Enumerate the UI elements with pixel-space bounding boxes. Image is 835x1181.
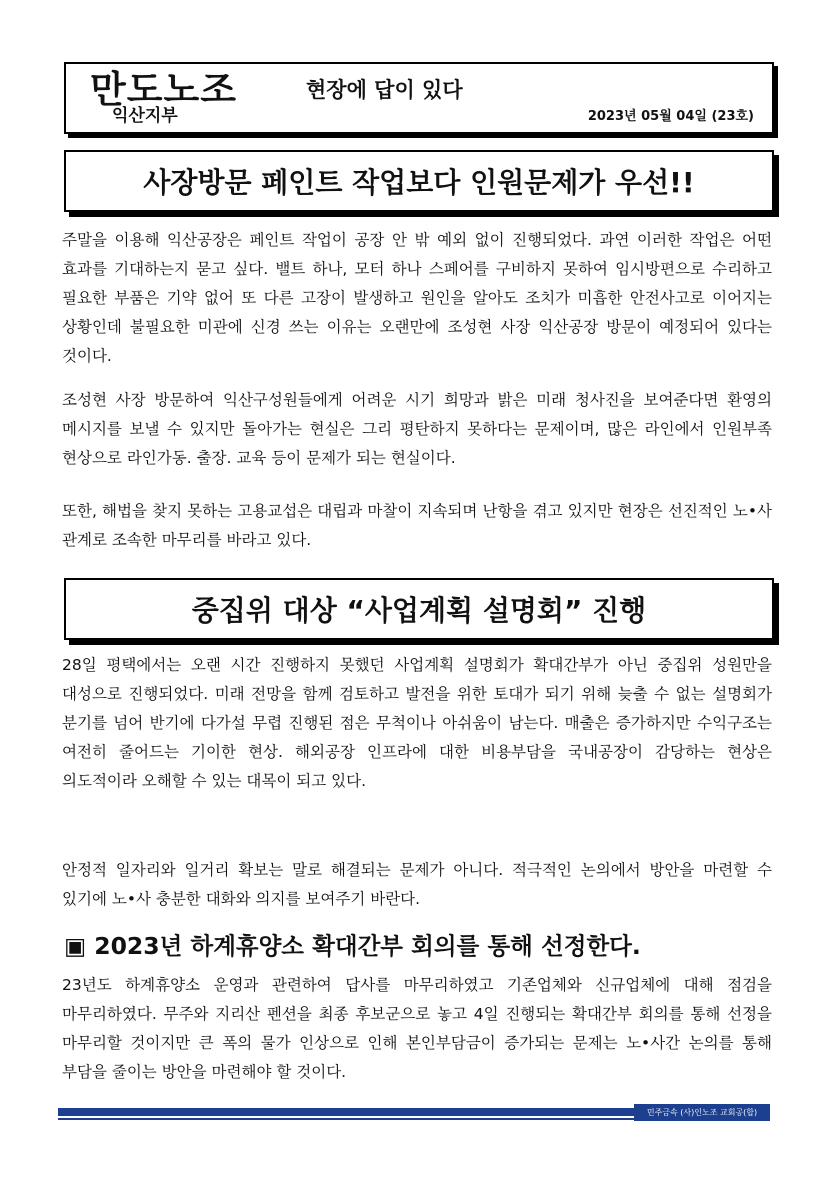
slogan: 현장에 답이 있다 xyxy=(306,78,463,102)
article1-paragraph-1: 주말을 이용해 익산공장은 페인트 작업이 공장 안 밖 예외 없이 진행되었다. 과연 이러한 작업은 어떤 효과를 기대하는지 묻고 싶다. 밸트 하나, 모터 하나 스페어를 구비하지 못하여 임시방편으로 수리하고 필요한 부품은 기약 없어 또 다른 고장이 발생하고 원인을 알아도 조치가 미흡한 안전사고로 이어지는 상황인데 불필요한 미관에 신경 쓰는 이유는 오랜만에 조성현 사장 익산공장 방문이 예정되어 있다는 것이다. xyxy=(62,231,772,365)
article3-paragraph: 23년도 하계휴양소 운영과 관련하여 답사를 마무리하였고 기존업체와 신규업체에 대해 점검을 마무리하였다. 무주와 지리산 펜션을 최종 후보군으로 놓고 4일 진행되는 확대간부 회의를 통해 선정을 마무리할 것이지만 큰 폭의 물가 인상으로 인해 본인부담금이 증가되는 문제는 노•사간 논의를 통해 부담을 줄이는 방안을 마련해야 할 것이다. xyxy=(62,976,772,1081)
branch-name: 익산지부 xyxy=(112,106,178,126)
headline-2: 중집위 대상 “사업계획 설명회” 진행 xyxy=(64,578,774,640)
headline-1: 사장방문 페인트 작업보다 인원문제가 우선!! xyxy=(64,150,774,212)
square-bullet-icon: ▣ xyxy=(64,932,87,960)
footer-logo-mark: 민주금속 (사)인노조 교회공(합) xyxy=(634,1104,770,1121)
article2-paragraph-1: 28일 평택에서는 오랜 시간 진행하지 못했던 사업계획 설명회가 확대간부가 아닌 중집위 성원만을 대성으로 진행되었다. 미래 전망을 함께 검토하고 발전을 위한 토대가 되기 위해 늦출 수 없는 설명회가 분기를 넘어 반기에 다가설 무렵 진행된 점은 무척이나 아쉬움이 남는다. 매출은 증가하지만 수익구조는 여전히 줄어드는 기이한 현상. 해외공장 인프라에 대한 비용부담을 국내공장이 감당하는 현상은 의도적이라 오해할 수 있는 대목이 되고 있다. xyxy=(62,656,772,790)
article1-paragraph-3: 또한, 해법을 찾지 못하는 고용교섭은 대립과 마찰이 지속되며 난항을 겪고 있지만 현장은 선진적인 노•사 관계로 조속한 마무리를 바라고 있다. xyxy=(62,502,772,549)
union-name: 만도노조 xyxy=(90,68,237,111)
article1-paragraph-2: 조성현 사장 방문하여 익산구성원들에게 어려운 시기 희망과 밝은 미래 청사진을 보여준다면 환영의 메시지를 보낼 수 있지만 돌아가는 현실은 그리 평탄하지 못하다는 문제이며, 많은 라인에서 인원부족 현상으로 라인가동. 출장. 교육 등이 문제가 되는 현실이다. xyxy=(62,391,772,467)
newsletter-masthead xyxy=(64,62,774,134)
issue-date: 2023년 05월 04일 (23호) xyxy=(587,109,754,124)
subheading-summer-resort xyxy=(64,928,774,964)
subheading-text: 2023년 하계휴양소 확대간부 회의를 통해 선정한다. xyxy=(94,932,641,960)
article2-paragraph-2: 안정적 일자리와 일거리 확보는 말로 해결되는 문제가 아니다. 적극적인 논의에서 방안을 마련할 수 있기에 노•사 충분한 대화와 의지를 보여주기 바란다. xyxy=(62,861,772,908)
